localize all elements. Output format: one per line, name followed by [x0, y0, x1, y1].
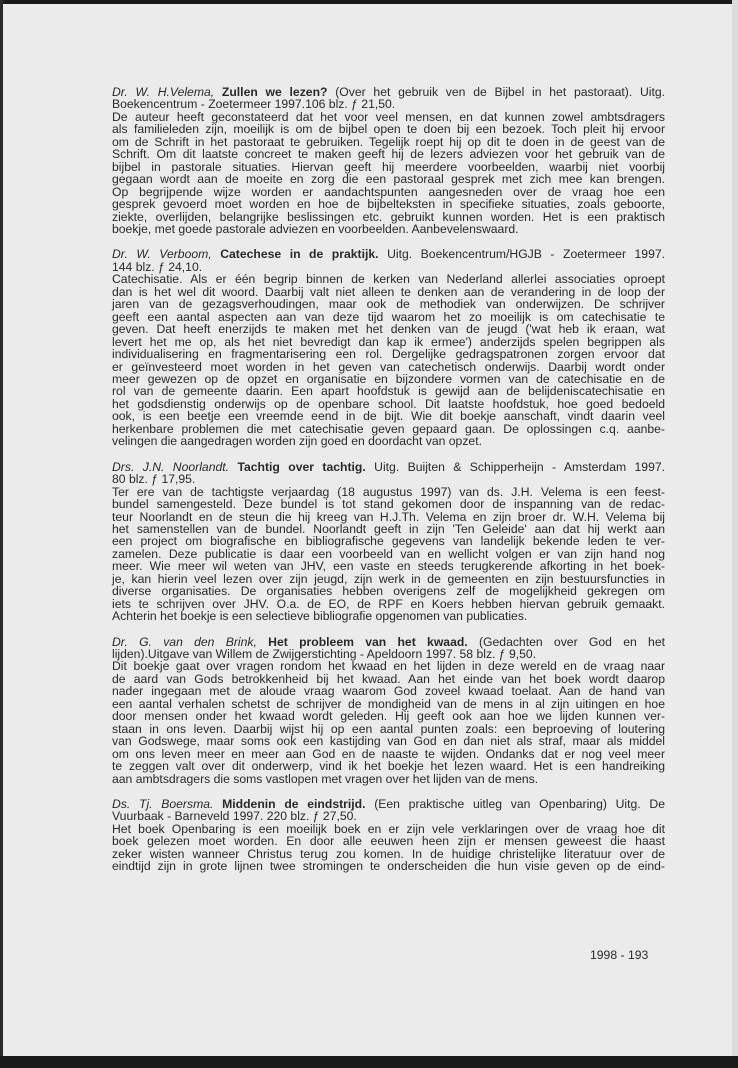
review-book-title: Catechese in de praktijk.: [220, 247, 379, 262]
review-body-line: om ons leven meer en meer aan God en de naaste te wijden. Ondanks dat er nog veel meer: [112, 746, 665, 761]
review-body-line: geven. Dat heeft enerzijds te maken met het denken van de jeugd ('wat heb ik eraan, wat: [112, 322, 665, 337]
review-author: Dr. W. H.Velema,: [112, 85, 215, 99]
review-publication-info: Uitg. Boekencentrum/HGJB - Zoetermeer 1997.: [387, 247, 666, 262]
review-book-title: Het probleem van het kwaad.: [268, 634, 468, 649]
review-body-line: een aantal verhalen schetst de schrijver de mondigheid van de mens in al zijn uitingen en hoe: [112, 696, 665, 711]
book-review-entry: [112, 798, 665, 873]
review-publication-info: Boekencentrum - Zoetermeer 1997.106 blz. ƒ 21,50.: [112, 97, 396, 112]
review-author: Dr. W. Verboom,: [112, 247, 212, 262]
review-body-line: de aard van Gods betrokkenheid bij het kwaad. Aan het einde van het boek wordt daarop: [112, 671, 665, 686]
review-body-line: boek gelezen moet worden. En door alle eeuwen heen zijn er mensen geweest die haast: [112, 834, 665, 849]
review-body-line: door mensen onder het kwaad wordt geleden. Hij geeft ook aan hoe we lijden kunnen ver-: [112, 709, 665, 724]
review-body-line: geeft een aantal aspecten aan van deze tijd waarom het zo moeilijk is om catechisatie te: [112, 309, 665, 324]
scan-border-top: [0, 0, 738, 4]
scan-border-left: [0, 0, 3, 1068]
scan-border-bottom: [0, 1056, 738, 1068]
review-body-line: het godsdienstig onderwijs op de openbare school. Dit laatste hoofdstuk, hoe goed bedoeld: [112, 396, 665, 411]
review-body-line: levert het me op, als het niet bevredigt dan kap ik ermee') anderzijds spelen begrippen als: [112, 334, 665, 349]
review-body-line: er geïnvesteerd moet worden in het geven van catechetisch onderwijs. Daarbij wordt onder: [112, 359, 665, 374]
review-body-line: het samenstellen van de bundel. Noorlandt geeft in zijn 'Ten Geleide' aan dat hij werkt aan: [112, 521, 665, 536]
review-body-line: Het boek Openbaring is een moeilijk boek en er zijn vele verklaringen over de vraag hoe dit: [112, 821, 665, 836]
review-body-line: individualisering en fragmentarisering een rol. Dergelijke gedragspatronen zorgen ervoor dat: [112, 347, 665, 362]
book-review-entry: [112, 461, 665, 623]
review-header-line: [112, 473, 665, 485]
review-body-line: dan is het wel dit woord. Daarbij valt niet alleen te denken aan de verandering in de loop der: [112, 284, 665, 299]
review-body-line: ziekte, overlijden, belangrijke beslissingen etc. gebruikt kunnen worden. Het is een praktisch: [112, 209, 665, 224]
review-body-line: van Godswege, maar soms ook een kastijding van God en dan niet als straf, maar als middel: [112, 734, 665, 749]
review-body-line: ook, is een beetje een vreemde eend in de bijt. Wie dit boekje aanschaft, vindt daarin veel: [112, 409, 665, 424]
review-body-line: je, kan hierin veel lezen over zijn jeugd, zijn werk in de gemeenten en zijn bestuursfuncties in: [112, 571, 665, 586]
review-publication-info: lijden).Uitgave van Willem de Zwijgerstichting - Apeldoorn 1997. 58 blz. ƒ 9,50.: [112, 647, 537, 662]
book-review-entry: [112, 86, 665, 235]
review-body-line: jaren van de gezagsverhoudingen, maar ook de methodiek van onderwijzen. De schrijver: [112, 297, 665, 312]
review-body-line: meer gewezen op de opzet en organisatie en bijzondere vormen van de catechisatie en de: [112, 371, 665, 386]
review-author: Dr. G. van den Brink,: [112, 634, 257, 649]
review-body-line: Achterin het boekje is een selectieve bibliografie opgenomen van publicaties.: [112, 609, 528, 624]
review-publication-info: (Gedachten over God en het: [478, 634, 665, 649]
review-body-line: nader ingegaan met de aloude vraag waarom God zoveel kwaad toelaat. Aan de hand van: [112, 684, 665, 699]
review-body-line: herkenbare problemen die met catechisatie geven gepaard gaan. De oplossingen c.q. aanbe-: [112, 421, 665, 436]
review-body-line: Op begrijpende wijze worden er aandachtspunten aangesneden over de vraag hoe een: [112, 184, 665, 199]
review-publication-info: (Een praktische uitleg van Openbaring) Uitg. De: [374, 797, 665, 812]
review-publication-info: Vuurbaak - Barneveld 1997. 220 blz. ƒ 27,50.: [112, 809, 357, 824]
review-body-line: Catechisatie. Als er één begrip binnen de kerken van Nederland allerlei associaties oproept: [112, 272, 665, 287]
page-number: 1998 - 193: [590, 948, 649, 962]
review-body-line: zeker wisten wanneer Christus terug zou komen. In de huidige christelijke literatuur over de: [112, 846, 665, 861]
review-publication-info: 80 blz. ƒ 17,95.: [112, 472, 196, 487]
review-body-line: aan ambtsdragers die soms vastlopen met vragen over het lijden van de mens.: [112, 771, 539, 786]
review-body-line: staan in ons leven. Daarbij wijst hij op een aantal punten zoals: een beproeving of loutering: [112, 721, 665, 736]
review-body-line: iets te schrijven over JHV. O.a. de EO, de RPF en Koers hebben hiervan gebruik gemaakt.: [112, 596, 665, 611]
review-column: [112, 86, 665, 886]
review-body-line: bijbel in pastorale situaties. Hiervan geeft hij meerdere voorbeelden, waarbij niet voorbij: [112, 159, 665, 174]
review-body-line: als familieleden zijn, moeilijk is om de bijbel open te doen bij een bezoek. Toch pleit hij ervoor: [112, 122, 665, 137]
review-body-line: gesprek gevoerd moet worden en hoe de bijbelteksten in specifieke situaties, zoals geboorte,: [112, 197, 665, 212]
review-body-line: te zeggen valt over dit onderwerp, vind ik het boekje het lezen waard. Het is een handreiking: [112, 759, 665, 774]
review-body-line: boekje, met goede pastorale adviezen en voorbeelden. Aanbevelenswaard.: [112, 221, 519, 236]
review-body-line: teur Noorlandt en de steun die hij kreeg van H.J.Th. Velema en zijn broer dr. W.H. Velema bij: [112, 509, 665, 524]
review-body-line: diverse organisaties. De organisaties hebben overigens zelf de mogelijkheid gekregen om: [112, 584, 665, 599]
review-body-line: meer. Wie meer wil weten van JHV, een vaste en steeds terugkerende afkorting in het boek-: [112, 559, 665, 574]
review-body-line: rol van de gemeente daarin. Een apart hoofdstuk is gewijd aan de belijdeniscatechisatie en: [112, 384, 665, 399]
review-author: Ds. Tj. Boersma.: [112, 797, 214, 812]
review-body-line: Dit boekje gaat over vragen rondom het kwaad en het lijden in deze wereld en de vraag naar: [112, 659, 665, 674]
review-body-line: om de Schrift in het pastoraat te gebruiken. Tegelijk roept hij op dit te doen in de geest van de: [112, 134, 665, 149]
review-body-line: Schrift. Om dit laatste concreet te maken geeft hij de lezers adviezen voor het gebruik van de: [112, 147, 665, 162]
review-body-line: eindtijd zijn in grote lijnen twee stromingen te onderscheiden die hun visie geven op de eind-: [112, 859, 665, 874]
book-review-entry: [112, 248, 665, 447]
review-author: Drs. J.N. Noorlandt.: [112, 459, 230, 474]
review-publication-info: 144 blz. ƒ 24,10.: [112, 259, 203, 274]
book-review-entry: [112, 636, 665, 785]
review-body-line: zamelen. Deze publicatie is daar een voorbeeld van en wellicht volgen er van zijn hand nog: [112, 546, 665, 561]
review-book-title: Tachtig over tachtig.: [237, 459, 366, 474]
review-book-title: Middenin de eindstrijd.: [222, 797, 366, 812]
review-book-title: Zullen we lezen?: [221, 85, 328, 99]
scan-edge-right: [732, 0, 738, 1068]
review-body-line: velingen die aangedragen worden zijn goed en doordacht van opzet.: [112, 434, 482, 449]
review-body-line: een project om biografische en bibliografische gegevens van landelijk bekende leden te ver-: [112, 534, 665, 549]
review-publication-info: (Over het gebruik ven de Bijbel in het pastoraat). Uitg.: [335, 85, 666, 99]
review-body-line: De auteur heeft geconstateerd dat het voor veel mensen, en dat kunnen zowel ambtsdragers: [112, 109, 665, 124]
review-body-line: bundel samengesteld. Deze bundel is tot stand gekomen door de inspanning van de redac-: [112, 497, 665, 512]
review-body-line: Ter ere van de tachtigste verjaardag (18 augustus 1997) van ds. J.H. Velema is een feest-: [112, 484, 665, 499]
review-publication-info: Uitg. Buijten & Schipperheijn - Amsterdam 1997.: [374, 459, 666, 474]
review-body-line: gegaan wordt aan de moeite en zorg die een pastoraal gesprek met zich mee kan brengen.: [112, 172, 665, 187]
